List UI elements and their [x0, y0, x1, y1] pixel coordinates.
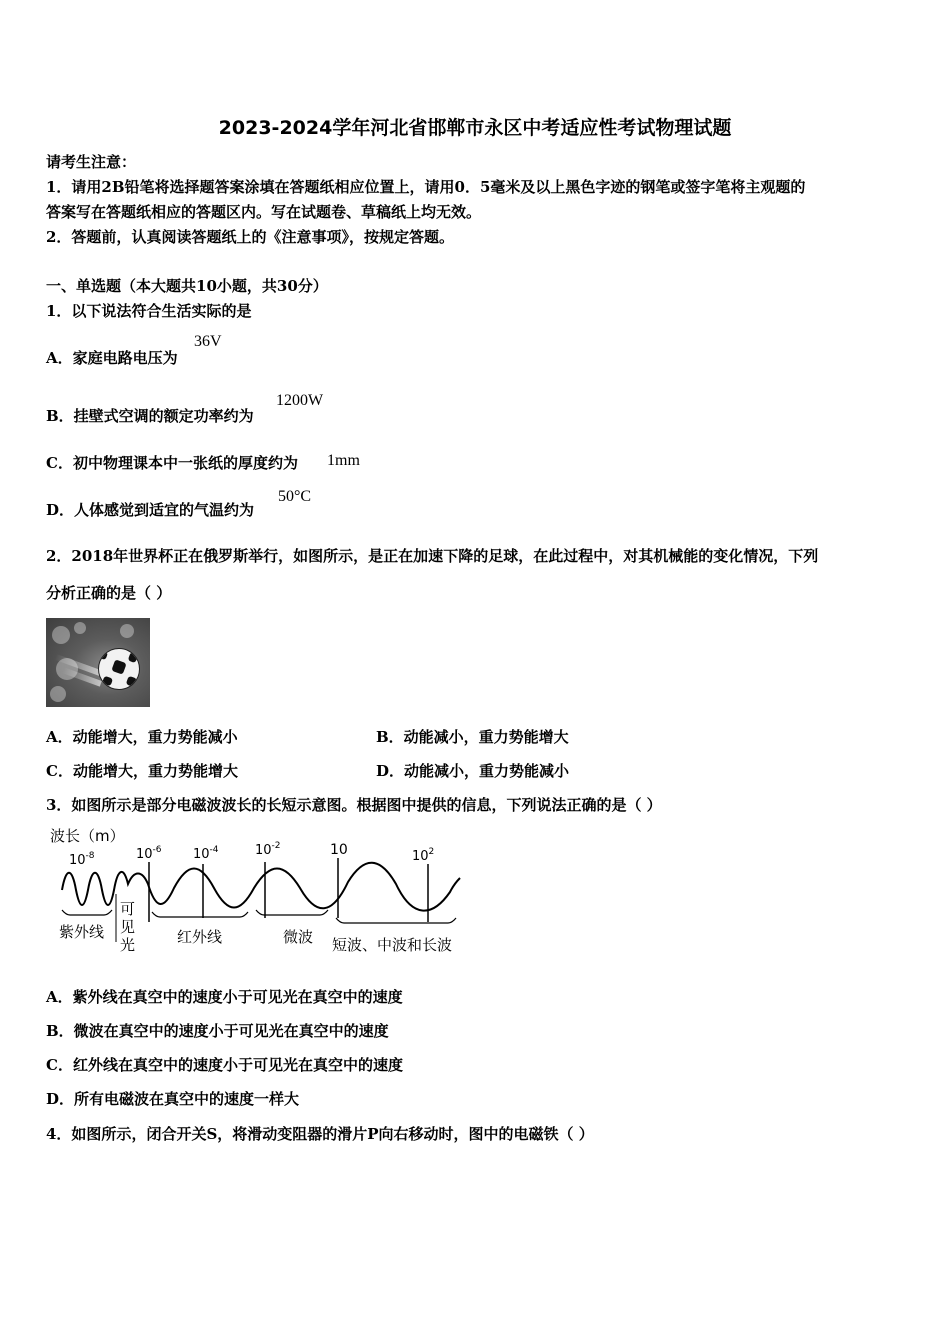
- q2-option-a: A．动能增大，重力势能减小: [46, 728, 238, 746]
- band-ultraviolet: 紫外线: [59, 923, 105, 941]
- band-visible-3: 光: [120, 936, 136, 954]
- notice-line-3: 2．答题前，认真阅读答题纸上的《注意事项》，按规定答题。: [46, 228, 454, 246]
- soccer-ball-icon: [98, 648, 140, 690]
- em-spectrum-diagram: [40, 822, 480, 962]
- band-infrared: 红外线: [177, 928, 223, 946]
- q1-option-d-number: 50: [278, 488, 294, 505]
- band-radio: 短波、中波和长波: [332, 936, 453, 954]
- tick-label-1: $10^{-8}$: [69, 851, 95, 868]
- notice-line-1: 1．请用2B铅笔将选择题答案涂填在答题纸相应位置上，请用0．5毫米及以上黑色字迹的钢笔或签字笔将主观题的: [46, 178, 806, 196]
- tick-label-2: $10^{-6}$: [136, 845, 162, 862]
- q3-option-d: D．所有电磁波在真空中的速度一样大: [46, 1090, 300, 1108]
- q3-stem: 3．如图所示是部分电磁波波长的长短示意图。根据图中提供的信息，下列说法正确的是（ ）: [46, 796, 662, 814]
- q3-option-a: A．紫外线在真空中的速度小于可见光在真空中的速度: [46, 988, 403, 1006]
- band-visible-2: 见: [120, 918, 136, 936]
- q1-option-b: B．挂壁式空调的额定功率约为: [46, 407, 254, 425]
- q2-stem-line-1: 2．2018年世界杯正在俄罗斯举行，如图所示，是正在加速下降的足球，在此过程中，对其机械能的变化情况，下列: [46, 547, 819, 565]
- axis-label: 波长（m）: [50, 827, 125, 845]
- band-microwave: 微波: [283, 928, 314, 946]
- soccer-ball-photo: [46, 618, 150, 707]
- q2-option-d: D．动能减小，重力势能减小: [376, 762, 570, 780]
- q3-option-b: B．微波在真空中的速度小于可见光在真空中的速度: [46, 1022, 389, 1040]
- q1-option-d: D．人体感觉到适宜的气温约为: [46, 501, 255, 519]
- tick-label-3: $10^{-4}$: [193, 845, 219, 862]
- section-heading: 一、单选题（本大题共10小题，共30分）: [46, 277, 328, 295]
- q1-stem: 1．以下说法符合生活实际的是: [46, 302, 252, 320]
- q2-stem-line-2: 分析正确的是（ ）: [46, 584, 172, 602]
- tick-label-4: $10^{-2}$: [255, 841, 281, 858]
- q1-option-c-value: 1mm: [327, 452, 360, 469]
- q2-option-b: B．动能减小，重力势能增大: [376, 728, 569, 746]
- q1-option-b-value: 1200W: [276, 392, 324, 409]
- tick-label-6: $10^2$: [412, 847, 435, 864]
- tick-label-5: 10: [330, 842, 348, 858]
- q1-option-a: A．家庭电路电压为: [46, 349, 178, 367]
- q1-option-a-value: 36V: [194, 333, 222, 350]
- notice-heading: 请考生注意：: [46, 153, 137, 171]
- q1-option-d-unit: °C: [294, 488, 312, 505]
- notice-line-2: 答案写在答题纸相应的答题区内。写在试题卷、草稿纸上均无效。: [46, 203, 482, 221]
- band-visible-1: 可: [120, 900, 136, 918]
- q2-option-c: C．动能增大，重力势能增大: [46, 762, 238, 780]
- q3-option-c: C．红外线在真空中的速度小于可见光在真空中的速度: [46, 1056, 403, 1074]
- q1-option-d-value: [278, 488, 311, 506]
- page-title: 2023-2024学年河北省邯郸市永区中考适应性考试物理试题: [218, 117, 732, 139]
- q1-option-c: C．初中物理课本中一张纸的厚度约为: [46, 454, 298, 472]
- q4-stem: 4．如图所示，闭合开关S，将滑动变阻器的滑片P向右移动时，图中的电磁铁（ ）: [46, 1125, 594, 1143]
